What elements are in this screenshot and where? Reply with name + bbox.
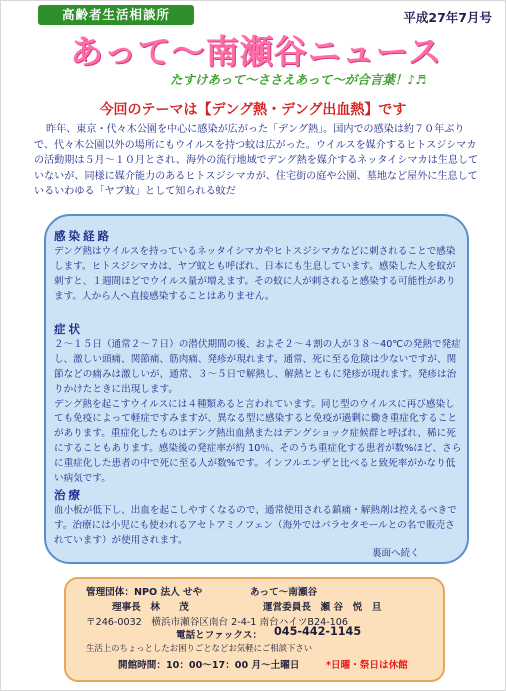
phone-label: 電話とファックス：: [176, 630, 263, 641]
section-paragraph: デング熱はウイルスを持っているネッタイシマカやヒトスジシマカなどに刺されることで感染します。ヒトスジシマカは、ヤブ蚊とも呼ばれ、日本にも生息しています。感染した人を蚊が刺すと、１週間ほどでウイルス量が増えます。その蚊に人が刺されると感染する可能性があります。人から人へ直接感染することはありません。: [54, 245, 456, 302]
committee-chair: 運営委員長 瀬 谷 悦 旦: [263, 602, 382, 613]
continued-note: 裏面へ続く: [372, 548, 420, 559]
chair-name: 理事長 林 茂: [112, 602, 189, 613]
intro-paragraph: 昨年、東京・代々木公園を中心に感染が広がった「デング熱」。国内での感染は約７０年ぶりで、代々木公園以外の場所にもウイルスを持つ蚊は広がった。ウイルスを媒介するヒトスジシマカの活動期は５月～１０月とされ、海外の流行地域でデング熱を媒介するネッタイシマカは生息していないが、同様に媒介能力のあるヒトスジシマカが、住宅街の庭や公園、墓地など屋外に生息しているいわゆる「ヤブ蚊」として知られる蚊だ: [34, 124, 479, 198]
section-infection-route: [54, 229, 464, 305]
newsletter-title: あって～南瀬谷ニュース: [70, 32, 443, 71]
closed-days: *日曜・祭日は休館: [326, 660, 408, 671]
phone-number: 045-442-1145: [274, 625, 362, 638]
managing-org: 管理団体：NPO 法人 せや: [86, 587, 203, 598]
address: 〒246-0032 横浜市瀬谷区南台 2-4-1 南台ハイツB24-106: [86, 617, 348, 628]
theme-heading: 今回のテーマは【デング熱・デング出血熱】です: [99, 102, 407, 118]
section-paragraph: ２～１５日（通常２～７日）の潜伏期間の後、およそ２～４割の人が３８～40℃の発熱で発症し、激しい頭痛、関節痛、筋肉痛、発疹が現れます。通常、死に至る危険は少ないですが、関節などの痛みは激しいが、通常、３～５日で解熱し、解熱とともに発疹が現れます。発疹は治りかけたときに出現します。: [54, 338, 461, 395]
section-title: 症状: [54, 322, 83, 336]
section-symptoms: [54, 322, 464, 487]
consult-note: 生活上のちょっとしたお困りごとなどお気軽にご相談下さい: [86, 643, 313, 653]
section-treatment: [54, 488, 464, 549]
section-paragraph: デング熱を起こすウイルスには４種類あると言われています。同じ型のウイルスに再び感染しても免疫によって軽症ですみますが、異なる型に感染すると免疫が過剰に働き重症化することがあります。重症化したものはデング熱出血熱またはデングショック症候群と呼ばれ、稀に死にすることもあります。感染後の発症率が約 10％、そのうち重症化する患者が数%ほど、さらに重症化した患者の中で死に至る人が数%です。インフルエンザと比べると致死率がかなり低い病気です。: [54, 398, 462, 485]
issue-date: 平成27年7月号: [403, 10, 492, 25]
section-paragraph: 血小板が低下し、出血を起こしやすくなるので、通常使用される鎮痛・解熱剤は控えるべきです。治療には小児にも使われるアセトアミノフェン（海外ではパラセタモールとの名で販売されています）が使用されます。: [54, 504, 457, 546]
org-badge: 高齢者生活相談所: [38, 5, 194, 25]
section-title: 治療: [54, 488, 83, 502]
tagline: たすけあって～ささえあって～が合言葉！♪♬: [170, 72, 427, 87]
section-title: 感染経路: [54, 229, 112, 243]
opening-hours: 開館時間：10：00～17：00 月～土曜日: [118, 660, 300, 671]
office-name: あって～南瀬谷: [250, 587, 318, 598]
